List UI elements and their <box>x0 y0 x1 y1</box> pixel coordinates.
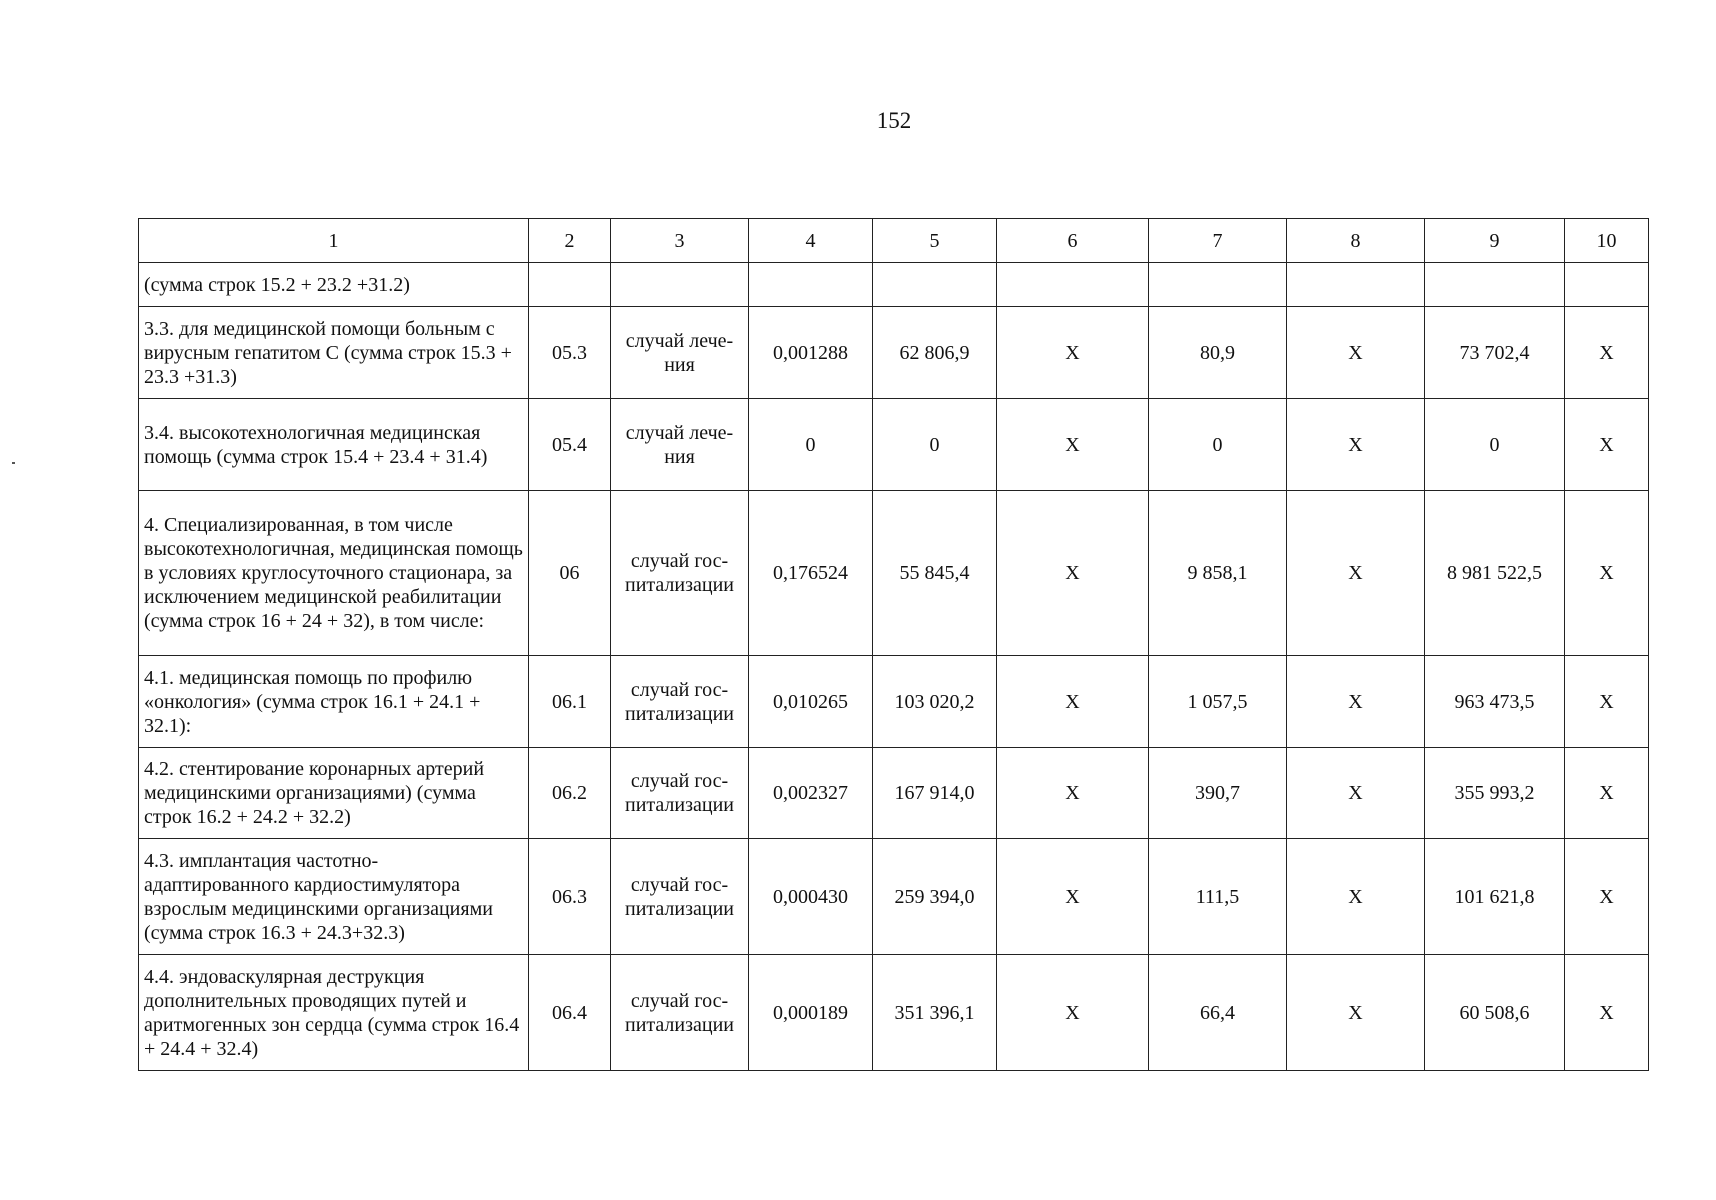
table-cell: 0,000430 <box>749 839 873 955</box>
table-cell: X <box>997 955 1149 1071</box>
column-header: 2 <box>529 219 611 263</box>
unit-cell: случай гос-питализации <box>611 748 749 839</box>
table-cell: X <box>1565 491 1649 656</box>
table-cell: 351 396,1 <box>873 955 997 1071</box>
table-cell: X <box>1287 839 1425 955</box>
column-header: 8 <box>1287 219 1425 263</box>
table-cell: X <box>1287 399 1425 491</box>
table-cell: X <box>1565 955 1649 1071</box>
unit-cell: случай гос-питализации <box>611 839 749 955</box>
table-cell: 60 508,6 <box>1425 955 1565 1071</box>
table-cell: X <box>1565 839 1649 955</box>
table-cell: 0,176524 <box>749 491 873 656</box>
table-cell: 8 981 522,5 <box>1425 491 1565 656</box>
table-cell: 101 621,8 <box>1425 839 1565 955</box>
row-name-cell: 3.4. высокотехнологичная медицинская помощь (сумма строк 15.4 + 23.4 + 31.4) <box>139 399 529 491</box>
table-cell <box>1287 263 1425 307</box>
row-name-cell: (сумма строк 15.2 + 23.2 +31.2) <box>139 263 529 307</box>
column-header: 5 <box>873 219 997 263</box>
table-cell: 390,7 <box>1149 748 1287 839</box>
table-cell: 0 <box>1149 399 1287 491</box>
table-cell: 9 858,1 <box>1149 491 1287 656</box>
table-cell <box>1149 263 1287 307</box>
unit-cell: случай гос-питализации <box>611 491 749 656</box>
column-header: 7 <box>1149 219 1287 263</box>
table-cell: X <box>997 839 1149 955</box>
table-row <box>139 748 1649 839</box>
table-cell: X <box>997 491 1149 656</box>
table-cell <box>749 263 873 307</box>
table-row <box>139 491 1649 656</box>
table-cell <box>873 263 997 307</box>
column-header: 4 <box>749 219 873 263</box>
table-row <box>139 656 1649 748</box>
table-cell: 355 993,2 <box>1425 748 1565 839</box>
table-cell: 259 394,0 <box>873 839 997 955</box>
data-table <box>138 218 1649 1071</box>
column-header: 1 <box>139 219 529 263</box>
table-cell: 0 <box>1425 399 1565 491</box>
table-cell: 167 914,0 <box>873 748 997 839</box>
row-code-cell: 06 <box>529 491 611 656</box>
table-cell: 66,4 <box>1149 955 1287 1071</box>
row-code-cell: 05.3 <box>529 307 611 399</box>
header-row <box>139 219 1649 263</box>
table-cell: X <box>1287 491 1425 656</box>
table-cell: X <box>997 307 1149 399</box>
unit-cell: случай гос-питализации <box>611 955 749 1071</box>
column-header: 6 <box>997 219 1149 263</box>
row-name-cell: 4.1. медицинская помощь по профилю «онкология» (сумма строк 16.1 + 24.1 + 32.1): <box>139 656 529 748</box>
column-header: 10 <box>1565 219 1649 263</box>
row-name-cell: 4.3. имплантация частотно-адаптированного кардиостимулятора взрослым медицинскими организациями (сумма строк 16.3 + 24.3+32.3) <box>139 839 529 955</box>
table-cell: 0,000189 <box>749 955 873 1071</box>
table-cell: 73 702,4 <box>1425 307 1565 399</box>
table-cell: 55 845,4 <box>873 491 997 656</box>
page-number: 152 <box>876 108 912 133</box>
row-code-cell: 06.1 <box>529 656 611 748</box>
table-cell: 103 020,2 <box>873 656 997 748</box>
table-row <box>139 307 1649 399</box>
table-cell <box>529 263 611 307</box>
table-cell <box>997 263 1149 307</box>
row-name-cell: 4.4. эндоваскулярная деструкция дополнительных проводящих путей и аритмогенных зон сердца (сумма строк 16.4 + 24.4 + 32.4) <box>139 955 529 1071</box>
table-cell: X <box>1287 955 1425 1071</box>
table-cell: X <box>1287 748 1425 839</box>
table-cell: X <box>1565 748 1649 839</box>
row-name-cell: 4. Специализированная, в том числе высокотехнологичная, медицинская помощь в условиях круглосуточного стационара, за исключением медицинской реабилитации (сумма строк 16 + 24 + 32), в том числе: <box>139 491 529 656</box>
unit-cell: случай гос-питализации <box>611 656 749 748</box>
row-name-cell: 3.3. для медицинской помощи больным с вирусным гепатитом С (сумма строк 15.3 + 23.3 +31.3) <box>139 307 529 399</box>
scan-speck <box>12 462 15 464</box>
row-code-cell: 06.2 <box>529 748 611 839</box>
row-code-cell: 06.3 <box>529 839 611 955</box>
table-cell: X <box>1287 656 1425 748</box>
table-cell: X <box>997 656 1149 748</box>
unit-cell: случай лече-ния <box>611 307 749 399</box>
table-row <box>139 955 1649 1071</box>
table-cell: 62 806,9 <box>873 307 997 399</box>
table-cell: X <box>997 399 1149 491</box>
table-cell <box>1425 263 1565 307</box>
column-header: 9 <box>1425 219 1565 263</box>
table-cell: 111,5 <box>1149 839 1287 955</box>
table-cell: 0,001288 <box>749 307 873 399</box>
table-cell: X <box>997 748 1149 839</box>
table-cell: X <box>1565 656 1649 748</box>
table-row <box>139 263 1649 307</box>
table-cell: 0 <box>749 399 873 491</box>
row-name-cell: 4.2. стентирование коронарных артерий медицинскими организациями) (сумма строк 16.2 + 24.2 + 32.2) <box>139 748 529 839</box>
table-cell: 963 473,5 <box>1425 656 1565 748</box>
table-cell: X <box>1287 307 1425 399</box>
unit-cell: случай лече-ния <box>611 399 749 491</box>
column-header: 3 <box>611 219 749 263</box>
row-code-cell: 05.4 <box>529 399 611 491</box>
row-code-cell: 06.4 <box>529 955 611 1071</box>
table-cell: X <box>1565 399 1649 491</box>
table-row <box>139 839 1649 955</box>
table-cell <box>1565 263 1649 307</box>
table-row <box>139 399 1649 491</box>
table-cell: 0,010265 <box>749 656 873 748</box>
table-cell: 80,9 <box>1149 307 1287 399</box>
table-cell <box>611 263 749 307</box>
table-cell: X <box>1565 307 1649 399</box>
table-cell: 0 <box>873 399 997 491</box>
table-cell: 0,002327 <box>749 748 873 839</box>
table-cell: 1 057,5 <box>1149 656 1287 748</box>
